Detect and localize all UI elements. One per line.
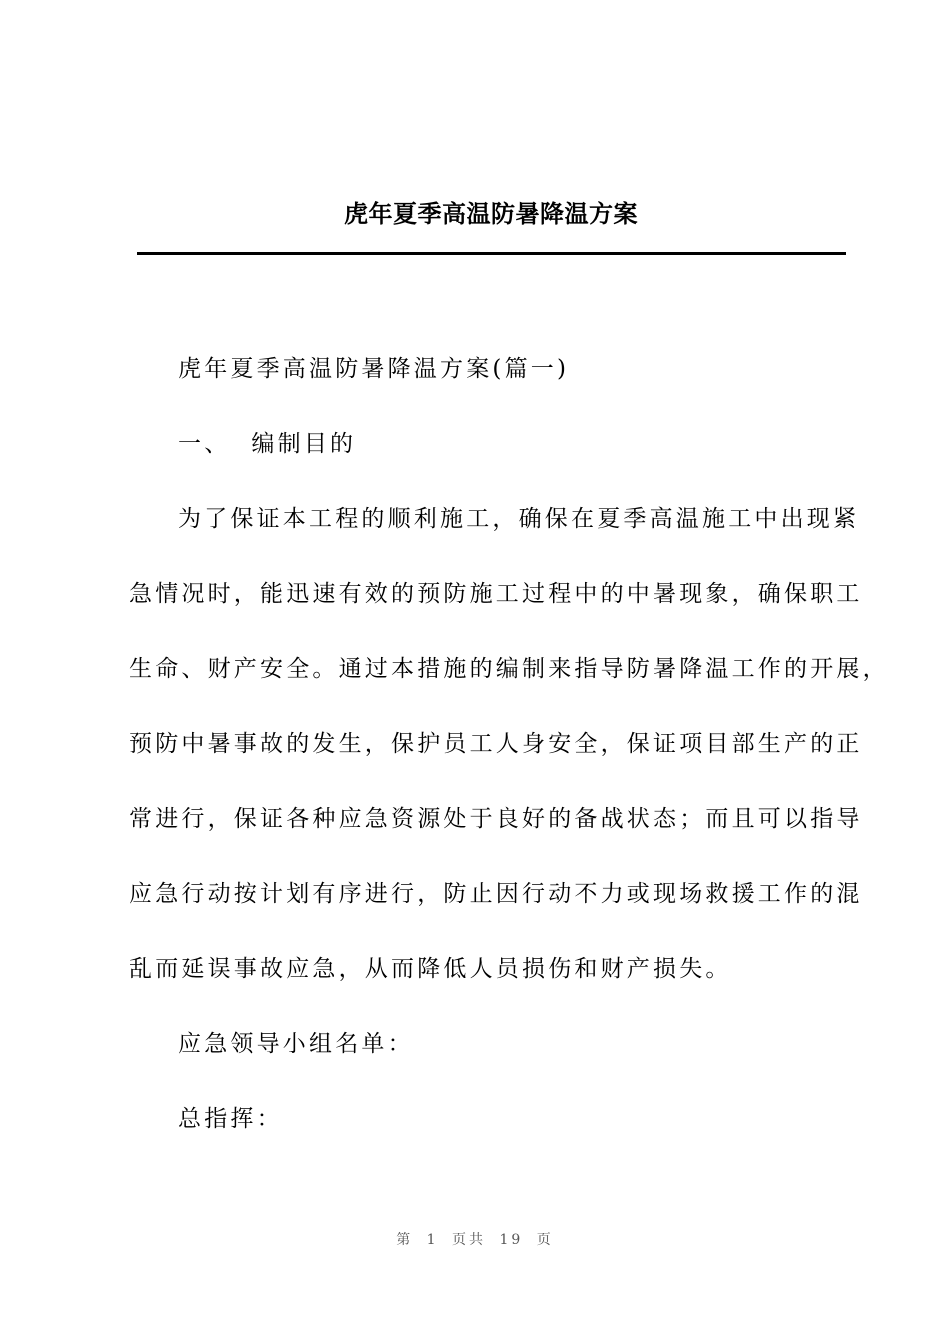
paragraph-line: 为了保证本工程的顺利施工，确保在夏季高温施工中出现紧	[178, 506, 860, 532]
paragraph-line: 预防中暑事故的发生，保护员工人身安全，保证项目部生产的正	[129, 731, 863, 757]
title-underline	[137, 252, 846, 255]
paragraph-line: 乱而延误事故应急，从而降低人员损伤和财产损失。	[129, 956, 732, 982]
team-label: 应急领导小组名单：	[178, 1031, 414, 1057]
commander-label: 总指挥：	[178, 1106, 283, 1132]
item-one-heading: 一、 编制目的	[178, 431, 357, 457]
paragraph-line: 常进行，保证各种应急资源处于良好的备战状态；而且可以指导	[129, 806, 863, 832]
paragraph-line: 急情况时，能迅速有效的预防施工过程中的中暑现象，确保职工	[129, 581, 863, 607]
section-heading: 虎年夏季高温防暑降温方案(篇一)	[178, 356, 570, 382]
document-title: 虎年夏季高温防暑降温方案	[344, 199, 638, 228]
page-footer: 第 1 页共 19 页	[396, 1232, 554, 1248]
paragraph-line: 生命、财产安全。通过本措施的编制来指导防暑降温工作的开展，	[129, 656, 889, 682]
paragraph-line: 应急行动按计划有序进行，防止因行动不力或现场救援工作的混	[129, 881, 863, 907]
